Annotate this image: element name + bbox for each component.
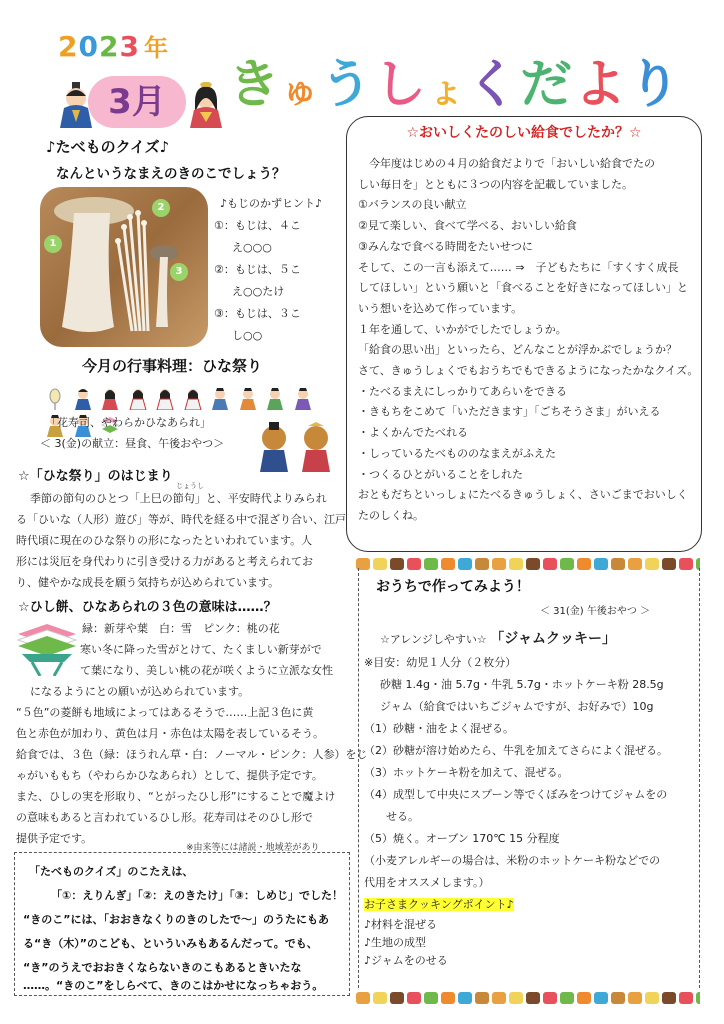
body-line: 提供予定です。 — [16, 832, 93, 845]
cooking-point-title: お子さまクッキングポイント♪ — [364, 898, 514, 911]
food-icon — [373, 992, 387, 1004]
header-month-badge: 3月 — [88, 76, 186, 128]
food-icon — [577, 992, 591, 1004]
hina-doll-icon — [99, 386, 121, 410]
photo-label: 1 — [44, 235, 62, 253]
food-icon — [594, 992, 608, 1004]
body-line: になるようにとの願いが込められています。 — [30, 685, 250, 698]
hint-box — [214, 193, 334, 347]
food-icon — [424, 992, 438, 1004]
body-line: また、ひしの実を形取り、“とがったひし形”にすることで魔よけ — [16, 790, 336, 803]
hina-doll-icon — [72, 386, 94, 410]
step-line: （2）砂糖が溶け始めたら、牛乳を加えてさらによく混ぜる。 — [364, 744, 668, 757]
mushroom-photo — [40, 187, 208, 347]
food-icon — [492, 992, 506, 1004]
body-line: の意味もあると言われているひし形。花寿司はそのひし形で — [16, 811, 313, 824]
title-char: り — [628, 55, 683, 115]
step-line: （4）成型して中央にスプーン等でくぼみをつけてジャムをの — [364, 788, 668, 801]
hina-doll-icon — [127, 386, 149, 410]
jam-line: ジャム（給食ではいちごジャムですが、お好みで）10g — [380, 700, 654, 713]
hishimochi-body — [16, 681, 368, 849]
body-line: “５色”の菱餅も地域によってはあるそうで……上記３色に黄 — [16, 706, 314, 719]
hina-doll-icon — [182, 386, 204, 410]
body-line: ゃがいももち（やわらかひなあられ）として、提供予定です。 — [16, 769, 323, 782]
hishimochi-stand-icon — [14, 622, 80, 676]
title-char: う — [320, 55, 375, 115]
cooking-point: ♪生地の成型 — [364, 936, 427, 949]
hishimochi-intro — [80, 618, 346, 681]
recipe-title — [380, 628, 616, 648]
body-line: 形には災厄を身代わりに引き受ける力があると考えられてお — [16, 555, 313, 568]
food-icon — [645, 992, 659, 1004]
origin-note: ※由来等には諸説・地域差があり — [186, 843, 320, 853]
title-char: ゅ — [282, 70, 321, 111]
food-icon — [526, 992, 540, 1004]
colors-line: 緑：新芽や葉 白：雪 ピンク：桃の花 — [82, 622, 280, 635]
step-line: せる。 — [364, 810, 419, 823]
hina-doll-icon — [209, 386, 231, 410]
hint-line: ③：もじは、３こ — [214, 307, 301, 320]
body-line: 時代頃に現在のひな祭りの形になったといわれています。人 — [16, 534, 313, 547]
title-char: よ — [574, 55, 629, 115]
year-digit: 0 — [78, 30, 99, 63]
food-icon — [543, 992, 557, 1004]
hishimochi-heading: ☆ひし餅、ひなあられの３色の意味は……？ — [18, 600, 277, 615]
panel-line: さて、きゅうしょくでもおうちでもできるようになったかなクイズ。 — [358, 364, 699, 378]
title-char: し — [374, 55, 429, 115]
title-char: き — [228, 55, 283, 115]
hinamatsuri-body — [16, 488, 346, 593]
lantern-icon — [44, 386, 66, 410]
quiz-heading: ♪たべものクイズ♪ — [46, 138, 170, 156]
body-line: て葉になり、美しい桃の花が咲くように立派な女性 — [80, 664, 333, 677]
step-line: （1）砂糖・油をよく混ぜる。 — [364, 722, 514, 735]
cooking-heading: おうちで作ってみよう！ — [376, 579, 530, 595]
cooking-date: ＜ 31(金) 午後おやつ ＞ — [540, 606, 651, 617]
hina-doll-icon — [264, 386, 286, 410]
allergy-line: 代用をオススメします。） — [364, 876, 490, 889]
panel-line: たのしくね。 — [358, 508, 424, 522]
food-icon — [509, 992, 523, 1004]
food-icon — [407, 992, 421, 1004]
serving-line: ※目安：幼児１人分（２枚分） — [364, 656, 517, 669]
panel-line: ②見て楽しい、食べて学べる、おいしい給食 — [358, 219, 577, 233]
cooking-point: ♪材料を混ぜる — [364, 918, 438, 931]
title-char: く — [466, 55, 521, 115]
panel-body — [358, 154, 699, 527]
panel-line: そして、この一言も添えて…… ⇒ 子どもたちに「すくすく成長 — [358, 260, 679, 274]
ingredients-line: 砂糖 1.4g・油 5.7g・牛乳 5.7g・ホットケーキ粉 28.5g — [380, 678, 664, 691]
panel-title: ☆おいしくたのしい給食でしたか？☆ — [406, 125, 642, 141]
panel-line: ・よくかんでたべれる — [358, 426, 468, 440]
event-menu-dishes: 「花寿司、やわらかひなあられ」 — [46, 416, 211, 429]
body-line: 色と赤色が加わり、黄色は月・赤色は太陽を表しているそう。 — [16, 727, 324, 740]
event-heading: 今月の行事料理：ひな祭り — [82, 357, 263, 375]
hina-doll-icon — [237, 386, 259, 410]
year-digit: 2 — [58, 30, 79, 63]
answer-line: “きのこ”には、「おおきなくりのきのしたで～」のうたにもあ — [23, 913, 329, 926]
year-digit: 2 — [98, 30, 120, 63]
food-icon — [679, 992, 693, 1004]
photo-label: 2 — [152, 199, 170, 217]
hinamatsuri-heading: ☆「ひな祭り」のはじまり — [18, 469, 173, 484]
hint-line: ②：もじは、５こ — [214, 263, 301, 276]
event-menu-date: ＜ 3(金)の献立：昼食、午後おやつ＞ — [40, 437, 225, 450]
photo-label: 3 — [170, 263, 188, 281]
food-icon — [356, 992, 370, 1004]
recipe-name: 「ジャムクッキー」 — [490, 631, 616, 647]
title-char: だ — [520, 55, 575, 115]
hint-line: え○○○ — [232, 241, 272, 254]
answer-line: “き”のうえでおおきくならないきのこもあるときいたな — [23, 961, 302, 974]
panel-line: 今年度はじめの４月の給食だよりで「おいしい給食でたの — [358, 157, 655, 170]
food-icon — [696, 992, 700, 1004]
arrange-label: ☆アレンジしやすい☆ — [380, 633, 487, 646]
panel-line: ①バランスの良い献立 — [358, 198, 467, 212]
panel-line: ・たべるまえにしっかりてあらいをできる — [358, 384, 567, 398]
food-icon — [628, 992, 642, 1004]
hint-line: え○○たけ — [232, 285, 285, 298]
cooking-point: ♪ジャムをのせる — [364, 954, 448, 967]
event-menu — [40, 412, 250, 454]
step-line: （5）焼く。オーブン 170℃ 15 分程度 — [364, 832, 560, 845]
hint-title: ♪もじのかずヒント♪ — [220, 197, 323, 210]
food-icon-strip — [356, 990, 700, 1006]
empress-doll-icon — [186, 82, 226, 128]
body-line: る「ひいな（人形）遊び」等が、時代を経る中で混ざり合い、江戸 — [16, 513, 346, 526]
hint-line: ①：もじは、４こ — [214, 219, 301, 232]
panel-line: おともだちといっしょにたべるきゅうしょく、さいごまでおいしく — [358, 488, 688, 502]
food-icon — [441, 992, 455, 1004]
answer-line: る“き（木）”のこども、といういみもあるんだって。でも、 — [23, 937, 318, 950]
panel-line: １年を通して、いかがでしたでしょうか。 — [358, 322, 567, 336]
body-line: 寒い冬に降った雪がとけて、たくましい新芽がで — [80, 643, 322, 656]
panel-line: いう想いを込めて作っています。 — [358, 301, 523, 315]
food-icon — [475, 992, 489, 1004]
body-line: 季節の節句のひとつ「上巳の節句」と、平安時代よりみられ — [30, 492, 327, 505]
panel-line: 「給食の思い出」といったら、どんなことが浮かぶでしょうか？ — [358, 343, 677, 357]
year-suffix: 年 — [143, 34, 169, 62]
hina-doll-icon — [154, 386, 176, 410]
quiz-answer-box — [14, 852, 350, 996]
newsletter-title — [228, 50, 682, 126]
answer-line: ……。“きのこ”をしらべて、きのこはかせになっちゃおう。 — [23, 979, 324, 992]
panel-line: ・つくるひとがいることをしれた — [358, 467, 523, 481]
quiz-question: なんというなまえのきのこでしょう？ — [56, 166, 286, 182]
dog-hina-dolls-icon — [254, 422, 338, 472]
recipe-body — [364, 652, 698, 970]
panel-line: しい毎日を」とともに３つの内容を記載していました。 — [358, 177, 633, 191]
furigana: じょうし — [176, 482, 204, 490]
answer-line: 「①：えりんぎ」「②：えのきたけ」「③：しめじ」でした！ — [51, 889, 343, 902]
panel-line: ・しっているたべもののなまえがふえた — [358, 446, 556, 460]
step-line: （3）ホットケーキ粉を加えて、混ぜる。 — [364, 766, 569, 779]
food-icon — [662, 992, 676, 1004]
panel-line: ③みんなで食べる時間をたいせつに — [358, 239, 533, 253]
body-line: 給食では、３色（緑：ほうれん草・白：ノーマル・ピンク：人参）をじ — [16, 748, 368, 761]
food-icon — [560, 992, 574, 1004]
year-digit: 3 — [119, 30, 140, 63]
title-char: ょ — [428, 70, 467, 111]
hina-doll-icon — [292, 386, 314, 410]
food-icon — [458, 992, 472, 1004]
panel-line: ・きもちをこめて「いただきます」「ごちそうさま」がいえる — [358, 405, 661, 419]
food-icon — [390, 992, 404, 1004]
food-icon — [611, 992, 625, 1004]
hint-line: し○○ — [232, 329, 263, 342]
answer-line: 「たべものクイズ」のこたえは、 — [29, 865, 194, 878]
header-year — [58, 28, 169, 63]
panel-line: してほしい」という願いと「食べることを好きになってほしい」と — [358, 281, 688, 295]
hina-dolls-row — [44, 386, 342, 412]
allergy-line: （小麦アレルギーの場合は、米粉のホットケーキ粉などでの — [364, 854, 661, 867]
body-line: り、健やかな成長を願う気持ちが込められています。 — [16, 576, 280, 589]
